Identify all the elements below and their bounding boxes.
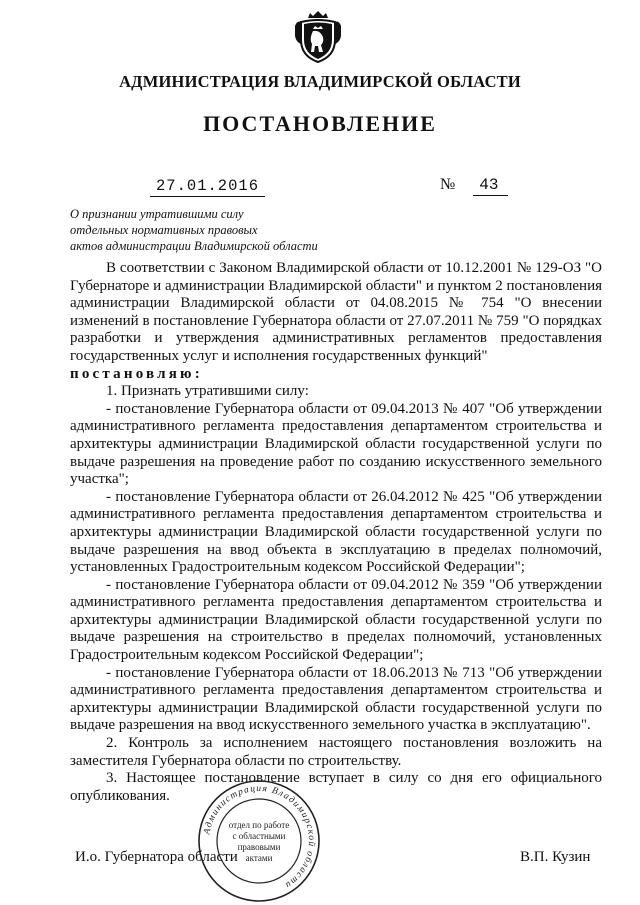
- stamp-center-line: актами: [245, 853, 273, 863]
- item-1-heading: 1. Признать утратившими силу:: [106, 383, 309, 400]
- document-number: 43: [473, 176, 508, 196]
- signatory-name: В.П. Кузин: [520, 849, 591, 865]
- stamp-center-line: правовыми: [237, 842, 281, 852]
- repealed-act-item: - постановление Губернатора области от 09.04.2013 № 407 "Об утверждении административного регламента предоставления департаментом строительства и архитектуры администрации Владимирской области государственной услуги по выдаче разрешения на проведение работ по созданию искусственного земельного участка";: [70, 400, 602, 488]
- coat-of-arms-icon: [293, 8, 343, 64]
- document-date: 27.01.2016: [150, 177, 265, 197]
- document-body: [70, 260, 602, 805]
- repealed-act-item: - постановление Губернатора области от 09.04.2012 № 359 "Об утверждении административного регламента предоставления департаментом строительства и архитектуры администрации Владимирской области государственной услуги по выдаче разрешения на строительство в пределах полномочий, установленных Градостроительным кодексом Российской Федерации";: [70, 576, 602, 664]
- decree-word: постановляю:: [70, 365, 203, 382]
- document-subject: [70, 206, 318, 254]
- subject-line: актов администрации Владимирской области: [70, 239, 318, 253]
- document-number-block: [440, 176, 508, 194]
- signatory-role: И.о. Губернатора области: [75, 849, 238, 865]
- stamp-center-line: с областными: [232, 831, 286, 841]
- item-3-paragraph: 3. Настоящее постановление вступает в силу со дня его официального опубликования.: [70, 770, 602, 804]
- round-stamp-icon: [196, 778, 322, 904]
- number-label: №: [440, 176, 456, 193]
- item-2-paragraph: 2. Контроль за исполнением настоящего постановления возложить на заместителя Губернатора области по строительству.: [70, 735, 602, 769]
- stamp-center-line: отдел по работе: [228, 820, 290, 830]
- repealed-act-item: - постановление Губернатора области от 26.04.2012 № 425 "Об утверждении административного регламента предоставления департаментом строительства и архитектуры администрации Владимирской области государственной услуги по выдаче разрешения на ввод объекта в эксплуатацию в пределах полномочий, установленных Градостроительным кодексом Российской Федерации";: [70, 488, 602, 576]
- document-type-title: ПОСТАНОВЛЕНИЕ: [203, 111, 437, 136]
- organization-title: АДМИНИСТРАЦИЯ ВЛАДИМИРСКОЙ ОБЛАСТИ: [119, 72, 521, 91]
- preamble-paragraph: В соответствии с Законом Владимирской области от 10.12.2001 № 129-ОЗ "О Губернаторе и администрации Владимирской области" и пунктом 2 постановления администрации Владимирской области от 04.08.2015 № 754 "О внесении изменений в постановление Губернатора области от 27.07.2011 № 759 "О порядках разработки и утверждения административных регламентов предоставления государственных услуг и исполнения государственных функций": [70, 260, 602, 364]
- repealed-act-item: - постановление Губернатора области от 18.06.2013 № 713 "Об утверждении административного регламента предоставления департаментом строительства и архитектуры администрации Владимирской области государственной услуги по выдаче разрешения на ввод искусственного земельного участка в эксплуатацию".: [70, 664, 602, 734]
- stamp-ring-text: Администрация Владимирской области: [202, 783, 317, 891]
- subject-line: О признании утратившими силу: [70, 207, 244, 221]
- subject-line: отдельных нормативных правовых: [70, 223, 258, 237]
